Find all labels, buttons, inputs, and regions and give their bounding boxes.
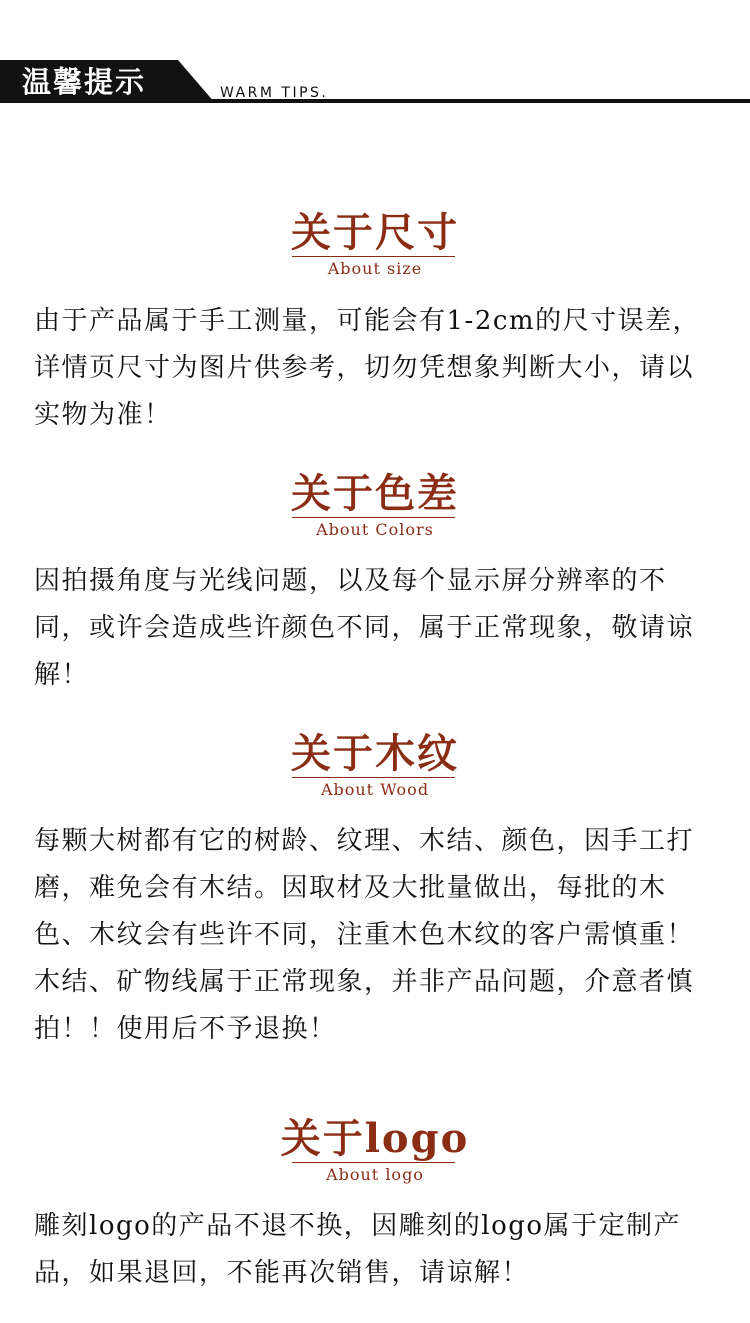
section-body: 因拍摄角度与光线问题，以及每个显示屏分辨率的不同，或许会造成些许颜色不同，属于正常现象，敬请谅解！ [34, 566, 695, 690]
section-body: 每颗大树都有它的树龄、纹理、木结、颜色，因手工打磨，难免会有木结。因取材及大批量做出，每批的木色、木纹会有些许不同，注重木色木纹的客户需慎重！木结、矿物线属于正常现象，并非产品问题，介意者慎拍！！使用后不予退换！ [34, 826, 695, 1044]
section-title: 关于木纹 [291, 730, 459, 777]
section-subtitle: About Colors [316, 520, 434, 539]
section-title: 关于尺寸 [291, 209, 459, 256]
section-title: 关于色差 [291, 470, 459, 517]
section-subtitle: About Wood [320, 780, 430, 799]
warm-tips-banner [0, 0, 750, 115]
section-heading [0, 471, 750, 517]
section-heading [0, 731, 750, 777]
section-heading [0, 210, 750, 256]
section-subtitle: About logo [326, 1165, 424, 1184]
section-title: 关于logo [280, 1115, 470, 1162]
section-subtitle: About size [327, 259, 423, 278]
section-title-rule [292, 517, 455, 518]
section-title-rule [292, 777, 455, 778]
section-title-rule [292, 1162, 455, 1163]
section-heading [0, 1116, 750, 1162]
section-body: 雕刻logo的产品不退不换，因雕刻的logo属于定制产品，如果退回，不能再次销售，请谅解！ [34, 1211, 682, 1288]
section-title-rule [292, 256, 455, 257]
section-body: 由于产品属于手工测量，可能会有1-2cm的尺寸误差，详情页尺寸为图片供参考，切勿凭想象判断大小，请以实物为准！ [34, 306, 701, 430]
banner-title: 温馨提示 [22, 65, 147, 99]
banner-subtitle: WARM TIPS. [220, 85, 329, 101]
